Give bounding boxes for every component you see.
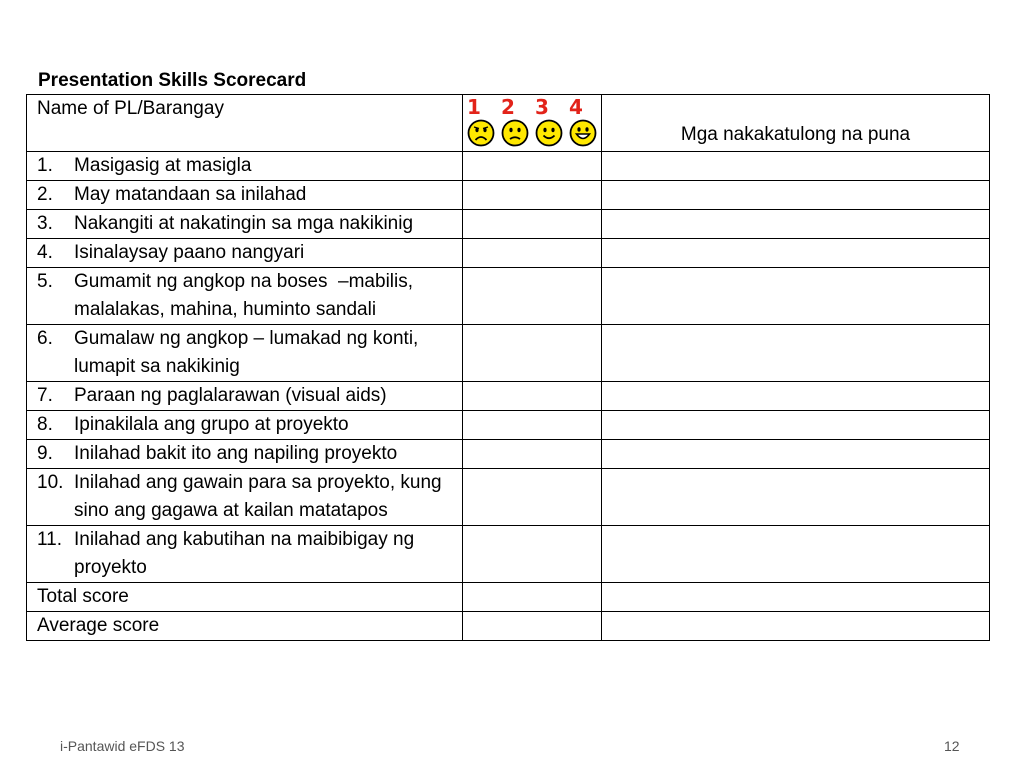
criterion-text: Inilahad ang gawain para sa proyekto, kung sino ang gagawa at kailan matatapos <box>74 472 442 521</box>
criterion-row <box>27 268 990 325</box>
rating-digit-4: 4 <box>569 95 583 119</box>
score-cell[interactable] <box>463 469 602 526</box>
score-cell[interactable] <box>463 440 602 469</box>
comment-cell[interactable] <box>602 469 990 526</box>
header-row <box>27 95 990 152</box>
very-sad-face-icon <box>467 119 495 147</box>
comment-cell[interactable] <box>602 411 990 440</box>
score-cell[interactable] <box>463 268 602 325</box>
criterion-number: 7. <box>37 385 53 406</box>
rating-3 <box>533 95 567 151</box>
criterion-row <box>27 152 990 181</box>
comment-cell[interactable] <box>602 210 990 239</box>
criterion-cell <box>27 152 463 181</box>
rating-1 <box>465 95 499 151</box>
total-score-label: Total score <box>27 583 463 612</box>
criterion-number: 10. <box>37 472 64 493</box>
rating-digit-2: 2 <box>501 95 515 119</box>
criterion-number: 3. <box>37 213 53 234</box>
scorecard-title: Presentation Skills Scorecard <box>38 70 307 91</box>
average-score-row <box>27 612 990 641</box>
criterion-number: 4. <box>37 242 53 263</box>
score-cell[interactable] <box>463 152 602 181</box>
criterion-text: Ipinakilala ang grupo at proyekto <box>74 414 349 435</box>
average-comment-cell[interactable] <box>602 612 990 641</box>
criterion-cell <box>27 268 463 325</box>
criterion-number: 1. <box>37 155 53 176</box>
rating-digit-1: 1 <box>467 95 481 119</box>
criterion-text: Nakangiti at nakatingin sa mga nakikinig <box>74 213 414 234</box>
average-score-label: Average score <box>27 612 463 641</box>
criterion-text: Inilahad bakit ito ang napiling proyekto <box>74 443 398 464</box>
criterion-text: Paraan ng paglalarawan (visual aids) <box>74 385 387 406</box>
comment-cell[interactable] <box>602 325 990 382</box>
criterion-number: 2. <box>37 184 53 205</box>
criterion-row <box>27 469 990 526</box>
criterion-cell <box>27 469 463 526</box>
criterion-text: May matandaan sa inilahad <box>74 184 307 205</box>
criterion-cell <box>27 382 463 411</box>
smiling-face-icon <box>535 119 563 147</box>
criterion-cell <box>27 239 463 268</box>
comment-cell[interactable] <box>602 526 990 583</box>
criterion-row <box>27 526 990 583</box>
rating-4 <box>567 95 601 151</box>
criterion-cell <box>27 181 463 210</box>
criterion-row <box>27 239 990 268</box>
criterion-text: Inilahad ang kabutihan na maibibigay ng proyekto <box>74 529 415 578</box>
comment-cell[interactable] <box>602 239 990 268</box>
criterion-cell <box>27 440 463 469</box>
score-cell[interactable] <box>463 325 602 382</box>
rating-scale <box>463 95 601 151</box>
criterion-row <box>27 210 990 239</box>
comments-label: Mga nakakatulong na puna <box>680 124 911 145</box>
criterion-number: 8. <box>37 414 53 435</box>
criterion-cell <box>27 325 463 382</box>
comment-cell[interactable] <box>602 440 990 469</box>
score-cell[interactable] <box>463 382 602 411</box>
criterion-row <box>27 440 990 469</box>
scorecard-table <box>26 94 990 641</box>
comment-cell[interactable] <box>602 152 990 181</box>
comment-cell[interactable] <box>602 268 990 325</box>
rating-2 <box>499 95 533 151</box>
criterion-number: 6. <box>37 328 53 349</box>
page-number: 12 <box>944 738 960 754</box>
comment-cell[interactable] <box>602 382 990 411</box>
happy-face-icon <box>569 119 597 147</box>
score-cell[interactable] <box>463 526 602 583</box>
criterion-text: Masigasig at masigla <box>74 155 252 176</box>
criterion-text: Gumamit ng angkop na boses –mabilis, malalakas, mahina, huminto sandali <box>74 271 419 320</box>
score-cell[interactable] <box>463 239 602 268</box>
rating-scale-cell <box>463 95 602 152</box>
name-label: Name of PL/Barangay <box>27 95 463 152</box>
criterion-cell <box>27 526 463 583</box>
comments-header-cell <box>602 95 990 152</box>
criterion-row <box>27 382 990 411</box>
score-cell[interactable] <box>463 210 602 239</box>
sad-face-icon <box>501 119 529 147</box>
criterion-cell <box>27 411 463 440</box>
rating-digit-3: 3 <box>535 95 549 119</box>
comment-cell[interactable] <box>602 181 990 210</box>
total-score-cell[interactable] <box>463 583 602 612</box>
criterion-number: 9. <box>37 443 53 464</box>
criterion-cell <box>27 210 463 239</box>
criterion-text: Gumalaw ng angkop – lumakad ng konti, lumapit sa nakikinig <box>74 328 419 377</box>
score-cell[interactable] <box>463 181 602 210</box>
footer-label: i-Pantawid eFDS 13 <box>60 738 185 754</box>
criterion-number: 11. <box>37 529 63 550</box>
total-comment-cell[interactable] <box>602 583 990 612</box>
criterion-row <box>27 181 990 210</box>
average-score-cell[interactable] <box>463 612 602 641</box>
criterion-text: Isinalaysay paano nangyari <box>74 242 305 263</box>
total-score-row <box>27 583 990 612</box>
criterion-row <box>27 325 990 382</box>
score-cell[interactable] <box>463 411 602 440</box>
criterion-row <box>27 411 990 440</box>
criterion-number: 5. <box>37 271 53 292</box>
